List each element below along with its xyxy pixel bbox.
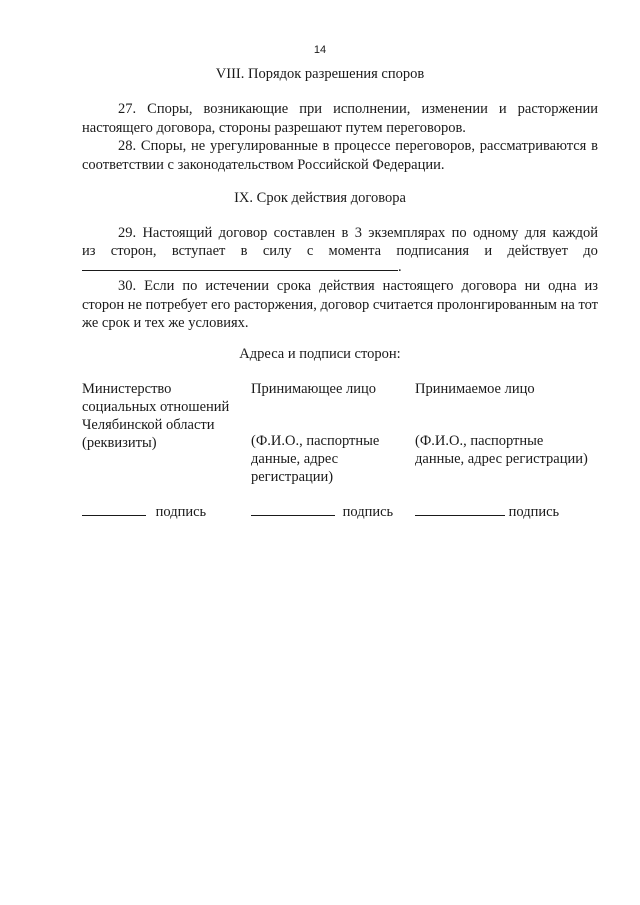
paragraph-29-line-1: 29. Настоящий договор составлен в 3 экземплярах по одному для каждой xyxy=(118,225,598,241)
p29-word: с xyxy=(306,243,314,259)
received-title: Принимаемое лицо xyxy=(415,381,535,397)
signature-received xyxy=(415,503,559,521)
date-blank-line xyxy=(82,270,398,271)
section-8-heading: VIII. Порядок разрешения споров xyxy=(215,66,425,82)
ministry-line-3: Челябинской области xyxy=(82,417,215,433)
p29-word: действует xyxy=(507,243,568,259)
receiving-details xyxy=(251,432,411,486)
signature-receiving xyxy=(251,503,393,521)
receiving-line-2: данные, адрес xyxy=(251,451,339,467)
addresses-heading: Адреса и подписи сторон: xyxy=(239,346,401,362)
paragraph-29-line-2 xyxy=(82,242,598,261)
paragraph-27: 27. Споры, возникающие при исполнении, изменении и расторжении настоящего договора, стороны разрешают путем переговоров. xyxy=(82,101,598,136)
section-9-heading: IX. Срок действия договора xyxy=(234,190,406,206)
signature-blank xyxy=(251,503,335,516)
receiving-title: Принимающее лицо xyxy=(251,381,377,397)
p29-word: момента xyxy=(328,243,382,259)
p29-word: вступает xyxy=(171,243,226,259)
p29-word: и xyxy=(484,243,493,259)
signature-label: подпись xyxy=(508,504,560,520)
party-receiving xyxy=(251,380,411,398)
receiving-line-1: (Ф.И.О., паспортные xyxy=(251,433,380,449)
received-details xyxy=(415,432,615,468)
p29-word: силу xyxy=(262,243,292,259)
ministry-line-1: Министерство xyxy=(82,381,172,397)
signature-ministry xyxy=(82,503,206,521)
receiving-line-3: регистрации) xyxy=(251,469,334,485)
signature-blank xyxy=(415,503,505,516)
party-ministry xyxy=(82,380,247,452)
signature-blank xyxy=(82,503,146,516)
p29-word: до xyxy=(583,243,598,259)
received-line-1: (Ф.И.О., паспортные xyxy=(415,433,544,449)
p29-period: . xyxy=(398,259,402,275)
p29-word: сторон, xyxy=(110,243,157,259)
ministry-line-2: социальных отношений xyxy=(82,399,230,415)
p29-word: в xyxy=(240,243,248,259)
p29-word: из xyxy=(82,243,96,259)
paragraph-30: 30. Если по истечении срока действия настоящего договора ни одна из сторон не потребует его расторжения, договор считается пролонгированным на тот же срок и тех же условиях. xyxy=(82,278,598,331)
page-number: 14 xyxy=(313,44,327,56)
ministry-line-4: (реквизиты) xyxy=(82,435,157,451)
received-line-2: данные, адрес регистрации) xyxy=(415,451,588,467)
signature-label: подпись xyxy=(155,504,207,520)
p29-word: подписания xyxy=(396,243,470,259)
signature-label: подпись xyxy=(342,504,394,520)
party-received xyxy=(415,380,615,398)
paragraph-28: 28. Споры, не урегулированные в процессе переговоров, рассматриваются в соответствии с законодательством Российской Федерации. xyxy=(82,138,598,173)
